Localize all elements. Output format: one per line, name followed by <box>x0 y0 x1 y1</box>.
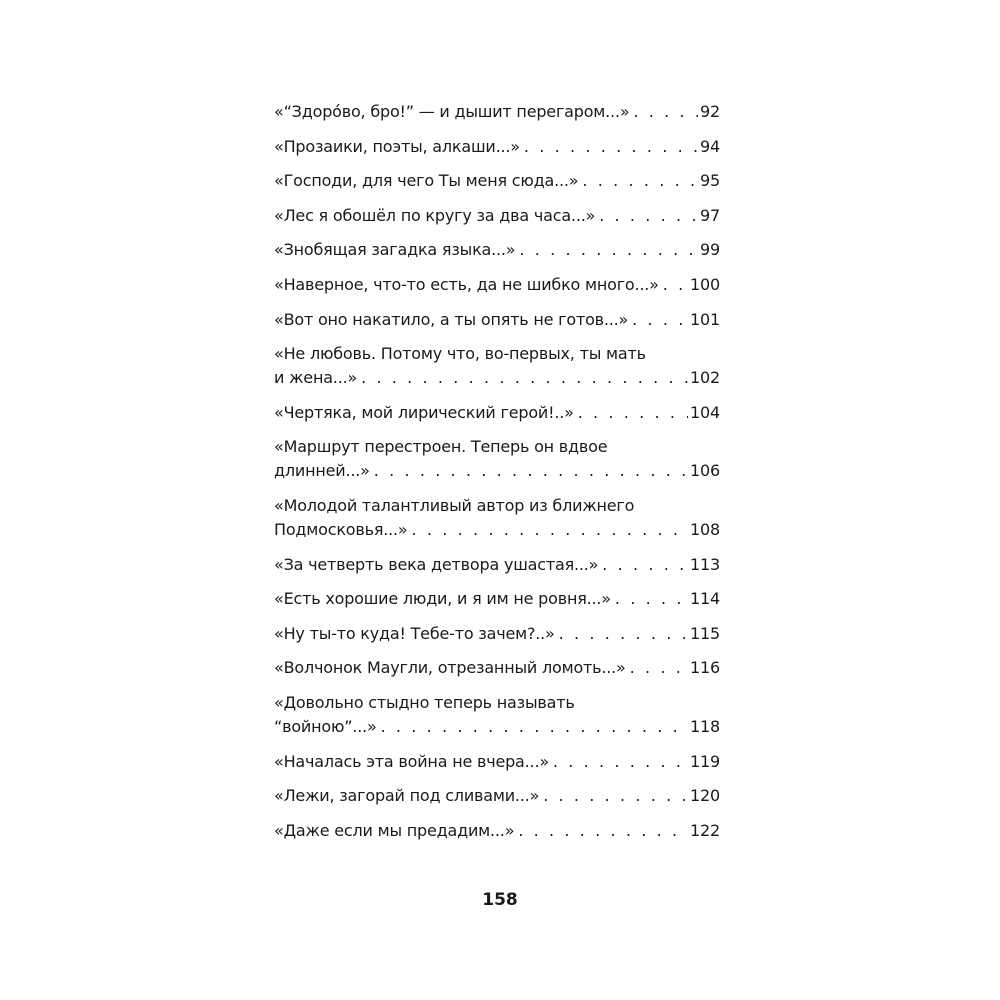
toc-entry <box>274 342 720 390</box>
toc-entry-line <box>274 553 720 577</box>
toc-entry-title: Подмосковья...» <box>274 519 408 539</box>
dot-leader <box>633 100 698 124</box>
dot-leader <box>412 518 689 542</box>
dot-leader <box>630 656 688 680</box>
toc-entry-page: 94 <box>700 136 720 156</box>
dot-leader <box>663 273 688 297</box>
dot-leader <box>553 750 688 774</box>
toc-entry-page: 102 <box>690 368 720 388</box>
toc-entry-line <box>274 169 720 193</box>
toc-entry-page: 120 <box>690 786 720 806</box>
toc-entry-title: «Господи, для чего Ты меня сюда...» <box>274 171 579 191</box>
toc-entry-title: «Знобящая загадка языка...» <box>274 240 516 260</box>
toc-entry-title: «Началась эта война не вчера...» <box>274 751 549 771</box>
dot-leader <box>578 401 688 425</box>
toc-entry-line <box>274 204 720 228</box>
dot-leader <box>582 169 698 193</box>
toc-entry-line <box>274 622 720 646</box>
toc-entry-line <box>274 819 720 843</box>
toc-entry-page: 97 <box>700 205 720 225</box>
toc-entry-title: “войною”...» <box>274 716 377 736</box>
toc-entry-title-line: «Молодой талантливый автор из ближнего <box>274 495 635 515</box>
toc-entry-line <box>274 273 720 297</box>
dot-leader <box>602 553 688 577</box>
toc-entry-title: «“Здоро́во, бро!” — и дышит перегаром...» <box>274 102 630 121</box>
toc-entry-title: «Чертяка, мой лирический герой!..» <box>274 402 574 422</box>
toc-entry-line <box>274 656 720 680</box>
toc-entry <box>274 622 720 646</box>
toc-entry-title: «Волчонок Маугли, отрезанный ломоть...» <box>274 658 626 678</box>
toc-entry-page: 104 <box>690 402 720 422</box>
toc-entry-line <box>274 100 720 124</box>
dot-leader <box>543 784 688 808</box>
toc-entry-page: 114 <box>690 589 720 609</box>
toc-entry <box>274 691 720 739</box>
toc-entry-line <box>274 401 720 425</box>
toc-entry-title-line: «Довольно стыдно теперь называть <box>274 692 575 712</box>
toc-entry <box>274 401 720 425</box>
toc-entry-page: 118 <box>690 716 720 736</box>
toc-entry-title: «Лес я обошёл по кругу за два часа...» <box>274 205 596 225</box>
toc-entry-title: «Даже если мы предадим...» <box>274 820 515 840</box>
toc-entry-title: и жена...» <box>274 368 358 388</box>
toc-entry <box>274 169 720 193</box>
toc-entry-page: 95 <box>700 171 720 191</box>
toc-entry <box>274 819 720 843</box>
dot-leader <box>381 715 688 739</box>
dot-leader <box>524 135 698 159</box>
dot-leader <box>374 459 688 483</box>
dot-leader <box>519 238 698 262</box>
toc-entry <box>274 238 720 262</box>
dot-leader <box>599 204 698 228</box>
dot-leader <box>615 587 688 611</box>
toc-entry-title: «Ну ты-то куда! Тебе-то зачем?..» <box>274 623 555 643</box>
toc-entry <box>274 135 720 159</box>
toc-entry-line <box>274 308 720 332</box>
toc-entry-line <box>274 366 720 390</box>
toc-entry-title: длинней...» <box>274 461 370 481</box>
toc-entry-title: «Вот оно накатило, а ты опять не готов...» <box>274 309 629 329</box>
toc-entry-title: «Наверное, что-то есть, да не шибко много...» <box>274 274 659 294</box>
toc-entry <box>274 656 720 680</box>
toc-entry <box>274 100 720 124</box>
toc-entry-page: 108 <box>690 519 720 539</box>
table-of-contents <box>274 100 720 853</box>
page-number: 158 <box>482 890 518 910</box>
toc-entry-line <box>274 587 720 611</box>
toc-entry-title: «Лежи, загорай под сливами...» <box>274 786 540 806</box>
dot-leader <box>518 819 688 843</box>
toc-entry-page: 122 <box>690 820 720 840</box>
toc-entry-line <box>274 518 720 542</box>
toc-entry-title-line: «Не любовь. Потому что, во-первых, ты мать <box>274 344 646 364</box>
toc-entry <box>274 587 720 611</box>
toc-entry-page: 115 <box>690 623 720 643</box>
toc-entry <box>274 750 720 774</box>
dot-leader <box>632 308 688 332</box>
toc-entry <box>274 494 720 542</box>
toc-entry <box>274 435 720 483</box>
toc-entry-page: 100 <box>690 274 720 294</box>
toc-entry-line <box>274 715 720 739</box>
toc-entry-line <box>274 784 720 808</box>
toc-entry-page: 101 <box>690 309 720 329</box>
toc-entry-line <box>274 135 720 159</box>
toc-entry <box>274 553 720 577</box>
toc-entry <box>274 273 720 297</box>
dot-leader <box>361 366 688 390</box>
toc-entry-line <box>274 459 720 483</box>
toc-entry-page: 99 <box>700 240 720 260</box>
dot-leader <box>559 622 688 646</box>
toc-entry-page: 113 <box>690 554 720 574</box>
toc-entry-page: 92 <box>700 102 720 121</box>
toc-entry-title: «Есть хорошие люди, и я им не ровня...» <box>274 589 611 609</box>
toc-entry-page: 119 <box>690 751 720 771</box>
toc-entry-page: 106 <box>690 461 720 481</box>
toc-entry <box>274 784 720 808</box>
toc-entry <box>274 204 720 228</box>
toc-entry-title: «Прозаики, поэты, алкаши...» <box>274 136 520 156</box>
toc-entry-title: «За четверть века детвора ушастая...» <box>274 554 599 574</box>
toc-entry-line <box>274 238 720 262</box>
toc-entry-title-line: «Маршрут перестроен. Теперь он вдвое <box>274 437 608 457</box>
toc-entry <box>274 308 720 332</box>
toc-entry-page: 116 <box>690 658 720 678</box>
toc-entry-line <box>274 750 720 774</box>
